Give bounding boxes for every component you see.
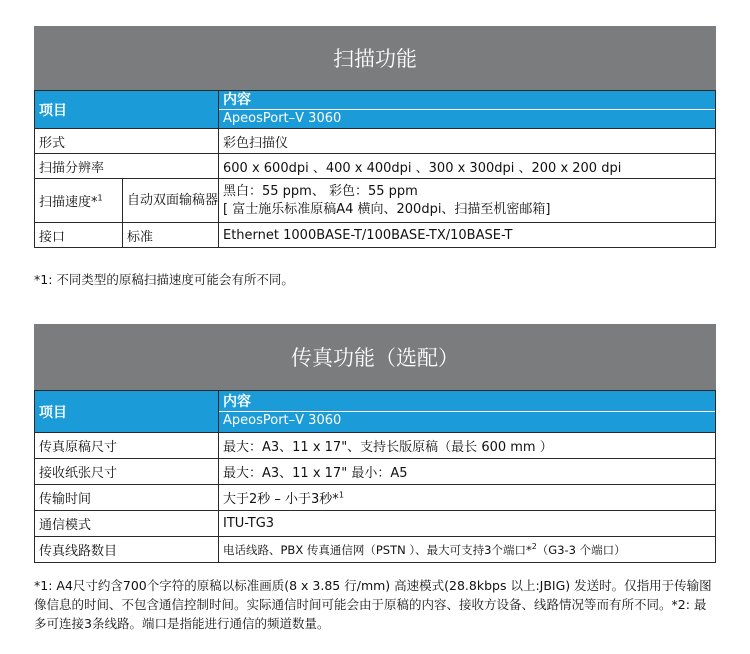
- fax-time-footnote-ref: 1: [338, 490, 344, 500]
- fax-lines-value: 电话线路、PBX 传真通信网（PSTN ）、最大可支持3个端口*: [223, 542, 532, 557]
- scan-header-model: ApeosPort–V 3060: [219, 109, 715, 128]
- fax-transmission-time-value: 大于2秒 – 小于3秒*: [223, 492, 339, 507]
- fax-title: 传真功能（选配）: [34, 324, 716, 390]
- scan-speed-value-cell: [219, 179, 716, 223]
- table-row: [35, 485, 716, 511]
- scan-interface-value: Ethernet 1000BASE-T/100BASE-TX/10BASE-T: [219, 223, 716, 248]
- scan-resolution-label: 扫描分辨率: [35, 154, 219, 179]
- scan-type-value: 彩色扫描仪: [219, 129, 716, 154]
- scan-section: [34, 26, 716, 248]
- fax-header-item: 项目: [35, 391, 219, 433]
- scan-title: 扫描功能: [34, 26, 716, 90]
- fax-header-row: [35, 391, 716, 433]
- fax-original-size-value: 最大：A3、11 x 17"、支持长版原稿（最长 600 mm ）: [219, 433, 716, 459]
- table-row: [35, 511, 716, 537]
- fax-lines-label: 传真线路数目: [35, 537, 219, 563]
- fax-comm-mode-label: 通信模式: [35, 511, 219, 537]
- scan-resolution-value: 600 x 600dpi 、400 x 400dpi 、300 x 300dpi 、200 x 200 dpi: [219, 154, 716, 179]
- fax-paper-size-value: 最大：A3、11 x 17" 最小：A5: [219, 459, 716, 485]
- table-row: [35, 537, 716, 563]
- table-row: [35, 179, 716, 223]
- fax-lines-cell: [219, 537, 716, 563]
- fax-lines-value-ports: （G3-3 个端口）: [536, 542, 626, 557]
- scan-interface-sub-label: 标准: [123, 223, 219, 248]
- fax-lines-footnote-ref: 2: [531, 541, 537, 551]
- fax-transmission-time-label: 传输时间: [35, 485, 219, 511]
- scan-speed-label-cell: [35, 179, 123, 223]
- fax-header-content: [219, 391, 716, 433]
- scan-header-content: [219, 91, 716, 129]
- table-row: [35, 154, 716, 179]
- fax-transmission-time-cell: [219, 485, 716, 511]
- table-row: [35, 459, 716, 485]
- scan-header-row: [35, 91, 716, 129]
- fax-comm-mode-value: ITU-TG3: [219, 511, 716, 537]
- fax-footnote: *1: A4尺寸约含700个字符的原稿以标准画质(8 x 3.85 行/mm) 高速模式(28.8kbps 以上:JBIG) 发送时。仅指用于传输图像信息的时间、不包含通信控制时间。实际通信时间可能会由于原稿的内容、接收方设备、线路情况等而有所不同。*2: 最多可连接3条线路。端口是指能进行通信的频道数量。: [34, 578, 712, 631]
- fax-paper-size-label: 接收纸张尺寸: [35, 459, 219, 485]
- fax-header-model: ApeosPort–V 3060: [219, 411, 715, 430]
- fax-section: [34, 324, 716, 563]
- scan-speed-label: 扫描速度*: [39, 195, 98, 210]
- table-row: [35, 223, 716, 248]
- scan-speed-value-1: 黑白：55 ppm、 彩色：55 ppm: [223, 183, 418, 199]
- fax-original-size-label: 传真原稿尺寸: [35, 433, 219, 459]
- scan-speed-value-2: [ 富士施乐标准原稿A4 横向、200dpi、扫描至机密邮箱]: [223, 201, 551, 217]
- fax-header-content-label: 内容: [223, 394, 251, 410]
- scan-footnote: *1: 不同类型的原稿扫描速度可能会有所不同。: [34, 272, 294, 287]
- scan-speed-sub-label: 自动双面输稿器: [123, 179, 219, 223]
- scan-header-content-label: 内容: [223, 92, 251, 108]
- scan-type-label: 形式: [35, 129, 219, 154]
- scan-speed-footnote-ref: 1: [97, 193, 103, 203]
- scan-table: [34, 90, 716, 248]
- scan-interface-label: 接口: [35, 223, 123, 248]
- scan-header-item: 项目: [35, 91, 219, 129]
- fax-table: [34, 390, 716, 563]
- table-row: [35, 129, 716, 154]
- table-row: [35, 433, 716, 459]
